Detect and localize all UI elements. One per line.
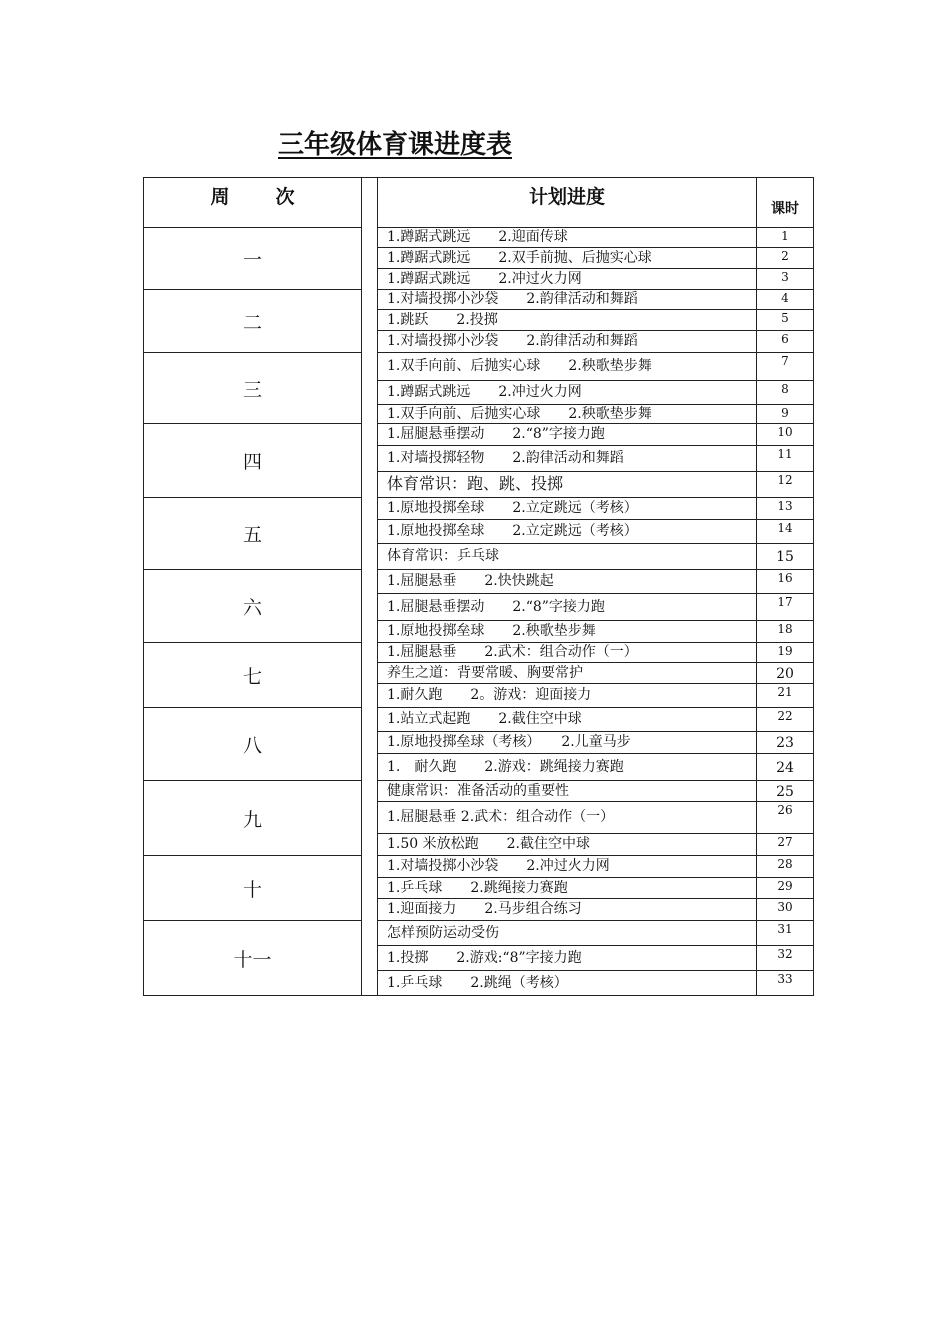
lesson-number: 23 bbox=[757, 732, 814, 754]
lesson-number: 18 bbox=[757, 621, 814, 643]
lesson-number: 6 bbox=[757, 331, 814, 353]
week-label: 五 bbox=[144, 498, 362, 570]
week-label: 八 bbox=[144, 708, 362, 781]
table-row bbox=[144, 290, 814, 310]
plan-item: 1.屈腿悬垂 2.快快跳起 bbox=[378, 570, 757, 594]
plan-item: 1. 耐久跑 2.游戏：跳绳接力赛跑 bbox=[378, 754, 757, 781]
plan-item: 1.双手向前、后抛实心球 2.秧歌垫步舞 bbox=[378, 353, 757, 381]
table-row bbox=[144, 921, 814, 946]
lesson-number: 19 bbox=[757, 643, 814, 663]
lesson-number: 17 bbox=[757, 594, 814, 621]
plan-item: 养生之道：背要常暖、胸要常护 bbox=[378, 663, 757, 684]
separator-column bbox=[362, 178, 378, 996]
plan-item: 1.乒乓球 2.跳绳接力赛跑 bbox=[378, 878, 757, 899]
plan-item: 1.原地投掷垒球 2.立定跳远（考核） bbox=[378, 498, 757, 520]
lesson-number: 15 bbox=[757, 544, 814, 570]
plan-item: 1.投掷 2.游戏:“8”字接力跑 bbox=[378, 946, 757, 971]
table-row bbox=[144, 708, 814, 732]
table-row bbox=[144, 498, 814, 520]
lesson-number: 25 bbox=[757, 781, 814, 802]
lesson-number: 3 bbox=[757, 269, 814, 290]
lesson-number: 31 bbox=[757, 921, 814, 946]
lesson-number: 30 bbox=[757, 899, 814, 921]
week-label: 九 bbox=[144, 781, 362, 856]
plan-item: 健康常识：准备活动的重要性 bbox=[378, 781, 757, 802]
header-week-first: 周 bbox=[210, 186, 230, 208]
lesson-number: 29 bbox=[757, 878, 814, 899]
plan-item: 1.乒乓球 2.跳绳（考核） bbox=[378, 971, 757, 996]
lesson-number: 20 bbox=[757, 663, 814, 684]
plan-item: 1.原地投掷垒球 2.秧歌垫步舞 bbox=[378, 621, 757, 643]
lesson-number: 26 bbox=[757, 802, 814, 834]
lesson-number: 4 bbox=[757, 290, 814, 310]
table-row bbox=[144, 570, 814, 594]
week-label: 十一 bbox=[144, 921, 362, 996]
lesson-number: 10 bbox=[757, 424, 814, 446]
plan-item: 1.屈腿悬垂摆动 2.“8”字接力跑 bbox=[378, 424, 757, 446]
schedule-table bbox=[143, 177, 814, 996]
week-label: 二 bbox=[144, 290, 362, 353]
plan-item: 怎样预防运动受伤 bbox=[378, 921, 757, 946]
week-label: 三 bbox=[144, 353, 362, 424]
table-row bbox=[144, 353, 814, 381]
plan-item: 1.蹲踞式跳远 2.冲过火力网 bbox=[378, 269, 757, 290]
plan-item: 1.对墙投掷小沙袋 2.冲过火力网 bbox=[378, 856, 757, 878]
plan-item: 1.耐久跑 2。游戏：迎面接力 bbox=[378, 684, 757, 708]
lesson-number: 22 bbox=[757, 708, 814, 732]
plan-item: 体育常识：乒乓球 bbox=[378, 544, 757, 570]
lesson-number: 27 bbox=[757, 834, 814, 856]
header-hours: 课时 bbox=[757, 178, 814, 228]
lesson-number: 2 bbox=[757, 248, 814, 269]
header-week bbox=[144, 178, 362, 228]
plan-item: 1.屈腿悬垂摆动 2.“8”字接力跑 bbox=[378, 594, 757, 621]
week-label: 四 bbox=[144, 424, 362, 498]
plan-item: 1.原地投掷垒球（考核） 2.儿童马步 bbox=[378, 732, 757, 754]
table-row bbox=[144, 643, 814, 663]
plan-item: 1.站立式起跑 2.截住空中球 bbox=[378, 708, 757, 732]
plan-item: 1.蹲踞式跳远 2.双手前抛、后抛实心球 bbox=[378, 248, 757, 269]
lesson-number: 1 bbox=[757, 228, 814, 248]
plan-item: 1.屈腿悬垂 2.武术：组合动作（一） bbox=[378, 802, 757, 834]
plan-item: 1.对墙投掷轻物 2.韵律活动和舞蹈 bbox=[378, 446, 757, 472]
week-label: 十 bbox=[144, 856, 362, 921]
plan-item: 1.屈腿悬垂 2.武术：组合动作（一） bbox=[378, 643, 757, 663]
plan-item: 1.跳跃 2.投掷 bbox=[378, 310, 757, 331]
plan-item: 1.50 米放松跑 2.截住空中球 bbox=[378, 834, 757, 856]
table-row bbox=[144, 424, 814, 446]
lesson-number: 14 bbox=[757, 520, 814, 544]
plan-item: 1.双手向前、后抛实心球 2.秧歌垫步舞 bbox=[378, 405, 757, 424]
header-plan: 计划进度 bbox=[378, 178, 757, 228]
lesson-number: 7 bbox=[757, 353, 814, 381]
table-row bbox=[144, 228, 814, 248]
plan-item: 1.对墙投掷小沙袋 2.韵律活动和舞蹈 bbox=[378, 290, 757, 310]
lesson-number: 33 bbox=[757, 971, 814, 996]
lesson-number: 24 bbox=[757, 754, 814, 781]
lesson-number: 28 bbox=[757, 856, 814, 878]
lesson-number: 5 bbox=[757, 310, 814, 331]
plan-item: 1.蹲踞式跳远 2.冲过火力网 bbox=[378, 381, 757, 405]
lesson-number: 13 bbox=[757, 498, 814, 520]
lesson-number: 21 bbox=[757, 684, 814, 708]
week-label: 一 bbox=[144, 228, 362, 290]
plan-item: 体育常识：跑、跳、投掷 bbox=[378, 472, 757, 498]
lesson-number: 8 bbox=[757, 381, 814, 405]
header-week-second: 次 bbox=[275, 186, 295, 208]
week-label: 六 bbox=[144, 570, 362, 643]
lesson-number: 12 bbox=[757, 472, 814, 498]
page-title: 三年级体育课进度表 bbox=[278, 130, 513, 160]
lesson-number: 16 bbox=[757, 570, 814, 594]
lesson-number: 9 bbox=[757, 405, 814, 424]
plan-item: 1.对墙投掷小沙袋 2.韵律活动和舞蹈 bbox=[378, 331, 757, 353]
table-row bbox=[144, 856, 814, 878]
table-row bbox=[144, 781, 814, 802]
lesson-number: 11 bbox=[757, 446, 814, 472]
lesson-number: 32 bbox=[757, 946, 814, 971]
plan-item: 1.原地投掷垒球 2.立定跳远（考核） bbox=[378, 520, 757, 544]
plan-item: 1.蹲踞式跳远 2.迎面传球 bbox=[378, 228, 757, 248]
plan-item: 1.迎面接力 2.马步组合练习 bbox=[378, 899, 757, 921]
header-row bbox=[144, 178, 814, 228]
week-label: 七 bbox=[144, 643, 362, 708]
